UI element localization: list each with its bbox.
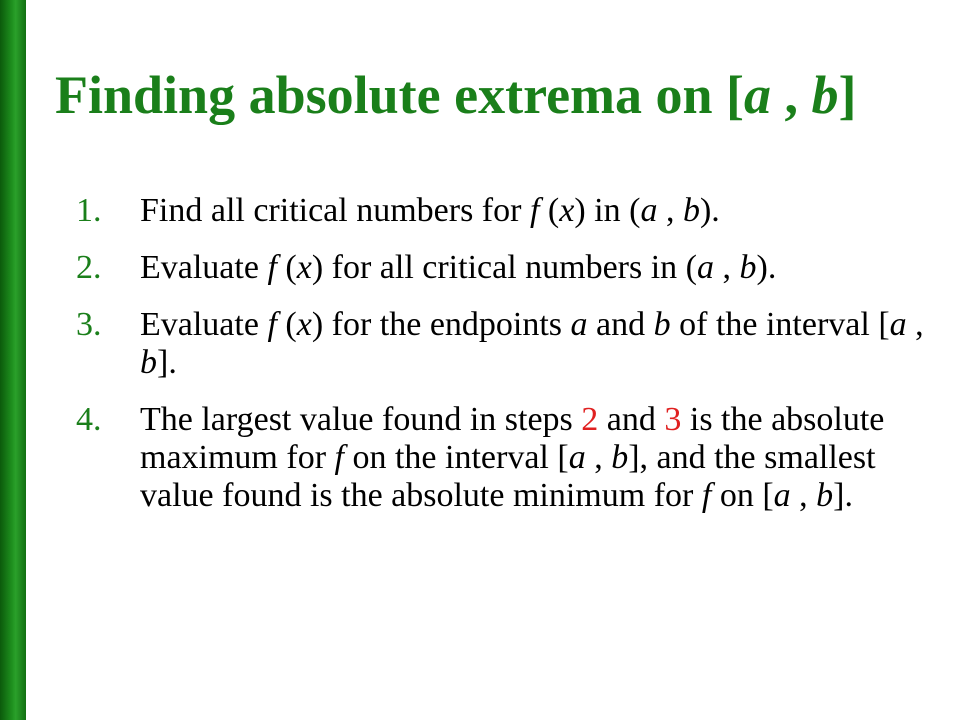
step-number: 2.: [76, 249, 102, 286]
step-3: [76, 306, 936, 382]
step-2: [76, 249, 936, 287]
step-ref-2: 2: [581, 401, 599, 438]
step-4: [76, 401, 936, 515]
step-text: Find all critical numbers for f (x) in (a , b).: [140, 192, 720, 229]
step-text: Evaluate f (x) for the endpoints a and b of the interval [a , b].: [140, 306, 924, 381]
step-text: Evaluate f (x) for all critical numbers in (a , b).: [140, 249, 777, 286]
step-1: [76, 192, 936, 230]
steps-list: [76, 192, 936, 534]
title-var-b: b: [811, 65, 839, 125]
slide-title: [55, 60, 935, 130]
step-number: 1.: [76, 192, 102, 229]
step-text: The largest value found in steps 2 and 3 is the absolute maximum for f on the interval [a , b], and the smallest value found is the absolute minimum for f on [a , b].: [140, 401, 885, 514]
title-var-a: a: [744, 65, 772, 125]
step-ref-3: 3: [664, 401, 682, 438]
title-text: Finding absolute extrema on [: [55, 65, 745, 125]
title-sep: ,: [771, 65, 812, 125]
sidebar-accent-bar: [0, 0, 26, 720]
step-number: 4.: [76, 401, 102, 438]
title-close: ]: [838, 65, 857, 125]
step-number: 3.: [76, 306, 102, 343]
